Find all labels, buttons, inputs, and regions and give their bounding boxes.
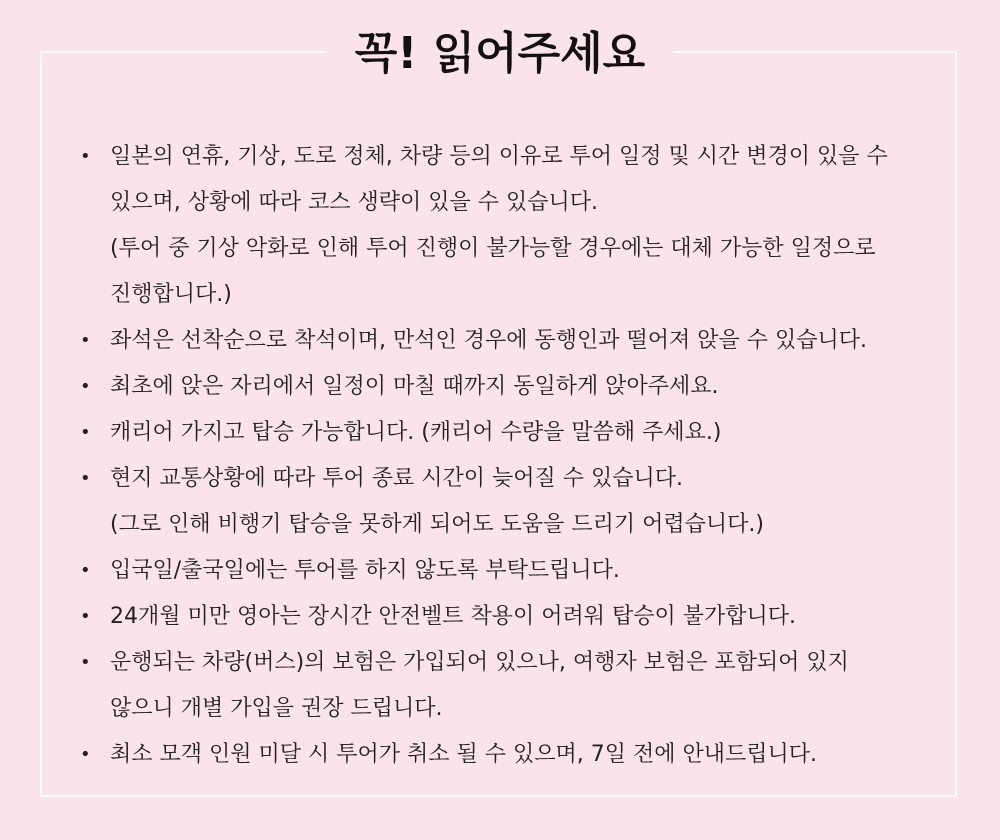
notice-line: 최소 모객 인원 미달 시 투어가 취소 될 수 있으며, 7일 전에 안내드립니다. <box>110 742 817 767</box>
bullet-icon: • <box>80 744 91 765</box>
bullet-icon: • <box>80 376 91 397</box>
notice-line: 있으며, 상황에 따라 코스 생략이 있을 수 있습니다. <box>110 190 598 215</box>
notice-line: (투어 중 기상 악화로 인해 투어 진행이 불가능할 경우에는 대체 가능한 일정으로 <box>110 236 876 261</box>
notice-list <box>80 134 940 778</box>
notice-item <box>80 318 940 364</box>
bullet-icon: • <box>80 146 91 167</box>
title-wrap <box>0 18 1000 90</box>
bullet-icon: • <box>80 422 91 443</box>
notice-item <box>80 364 940 410</box>
notice-line: 않으니 개별 가입을 권장 드립니다. <box>110 696 443 721</box>
bullet-icon: • <box>80 560 91 581</box>
notice-line: 좌석은 선착순으로 착석이며, 만석인 경우에 동행인과 떨어져 앉을 수 있습니다. <box>110 328 867 353</box>
notice-line: 24개월 미만 영아는 장시간 안전벨트 착용이 어려워 탑승이 불가합니다. <box>110 604 796 629</box>
notice-line: 운행되는 차량(버스)의 보험은 가입되어 있으나, 여행자 보험은 포함되어 있지 <box>110 650 849 675</box>
bullet-icon: • <box>80 606 91 627</box>
bullet-icon: • <box>80 330 91 351</box>
notice-line: 최초에 앉은 자리에서 일정이 마칠 때까지 동일하게 앉아주세요. <box>110 374 719 399</box>
notice-item <box>80 732 940 778</box>
bullet-icon: • <box>80 652 91 673</box>
notice-item <box>80 640 940 732</box>
notice-line: 일본의 연휴, 기상, 도로 정체, 차량 등의 이유로 투어 일정 및 시간 변경이 있을 수 <box>110 144 888 169</box>
notice-item <box>80 134 940 318</box>
bullet-icon: • <box>80 468 91 489</box>
notice-item <box>80 594 940 640</box>
notice-line: 캐리어 가지고 탑승 가능합니다. (캐리어 수량을 말씀해 주세요.) <box>110 420 722 445</box>
notice-item <box>80 548 940 594</box>
notice-line: 입국일/출국일에는 투어를 하지 않도록 부탁드립니다. <box>110 558 620 583</box>
notice-line: 진행합니다.) <box>110 282 232 307</box>
notice-line: 현지 교통상황에 따라 투어 종료 시간이 늦어질 수 있습니다. <box>110 466 683 491</box>
notice-item <box>80 456 940 548</box>
notice-line: (그로 인해 비행기 탑승을 못하게 되어도 도움을 드리기 어렵습니다.) <box>110 512 764 537</box>
notice-item <box>80 410 940 456</box>
page-title: 꼭! 읽어주세요 <box>327 18 673 90</box>
